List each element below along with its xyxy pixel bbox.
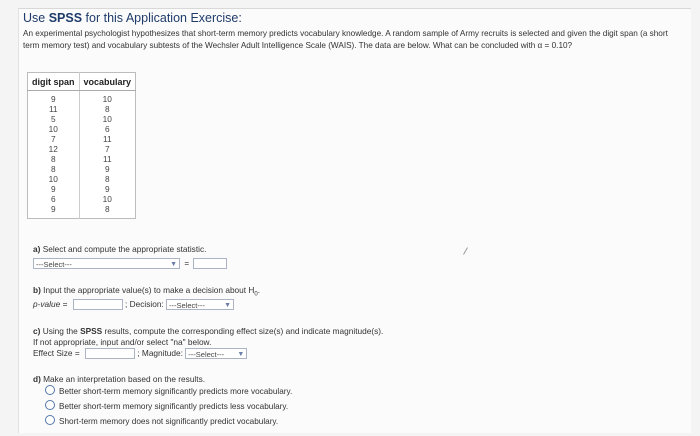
interpretation-option-2[interactable]: Better short-term memory significantly predicts less vocabulary.	[45, 400, 288, 411]
statistic-select[interactable]: ---Select--- ▼	[33, 258, 180, 269]
p-value-label: p-value =	[33, 299, 68, 309]
radio-button[interactable]	[45, 385, 55, 395]
vocabulary-cell: 6	[104, 124, 110, 134]
column-header-digit-span: digit span	[28, 73, 80, 91]
interpretation-option-3[interactable]: Short-term memory does not significantly predict vocabulary.	[45, 415, 278, 426]
question-a-controls: ---Select--- ▼ =	[33, 258, 227, 269]
digit-span-cell: 8	[28, 164, 80, 174]
vocabulary-cell: 8	[104, 104, 110, 114]
radio-button[interactable]	[45, 415, 55, 425]
effect-size-label: Effect Size =	[33, 348, 80, 358]
table-row	[28, 91, 136, 105]
decision-select[interactable]: ---Select--- ▼	[166, 299, 234, 310]
digit-span-cell: 7	[28, 134, 80, 144]
interpretation-option-1[interactable]: Better short-term memory significantly predicts more vocabulary.	[45, 385, 292, 396]
table-row	[28, 104, 136, 114]
vocabulary-cell: 11	[102, 154, 112, 164]
digit-span-cell: 12	[28, 144, 80, 154]
digit-span-cell: 9	[28, 91, 80, 105]
radio-button[interactable]	[45, 400, 55, 410]
digit-span-cell: 10	[28, 124, 80, 134]
column-header-vocabulary: vocabulary	[79, 73, 136, 91]
vocabulary-cell: 8	[104, 174, 110, 184]
exercise-panel	[18, 8, 691, 433]
digit-span-cell: 11	[28, 104, 80, 114]
question-c-note: If not appropriate, input and/or select "na" below.	[33, 337, 212, 347]
question-a: a) Select and compute the appropriate statistic.	[33, 244, 207, 254]
magnitude-select[interactable]: ---Select--- ▼	[185, 348, 247, 359]
data-table	[27, 72, 136, 219]
p-value-input[interactable]	[73, 299, 123, 310]
digit-span-cell: 10	[28, 174, 80, 184]
chevron-down-icon: ▼	[237, 351, 245, 359]
question-d: d) Make an interpretation based on the results.	[33, 374, 206, 384]
question-b-controls: p-value = ; Decision: ---Select--- ▼	[33, 299, 234, 310]
digit-span-cell: 9	[28, 184, 80, 194]
vocabulary-cell: 11	[102, 134, 112, 144]
table-row	[28, 154, 136, 164]
question-c: c) Using the SPSS results, compute the corresponding effect size(s) and indicate magnitude(s).	[33, 326, 384, 336]
digit-span-cell: 9	[28, 204, 80, 219]
table-row	[28, 174, 136, 184]
table-row	[28, 124, 136, 134]
table-row	[28, 184, 136, 194]
table-row	[28, 144, 136, 154]
vocabulary-cell: 10	[102, 114, 112, 124]
vocabulary-cell: 9	[104, 184, 110, 194]
vocabulary-cell: 10	[102, 194, 112, 204]
vocabulary-cell: 8	[104, 204, 110, 214]
vocabulary-cell: 7	[104, 144, 110, 154]
effect-size-input[interactable]	[85, 348, 135, 359]
exercise-intro: An experimental psychologist hypothesizes that short-term memory predicts vocabulary knowledge. A random sample of Army recruits is selected and given the digit span (a short term memory test) and vocabulary subtests of the Wechsler Adult Intelligence Scale (WAIS). The data are below. What can be concluded with α = 0.10?	[23, 29, 668, 50]
statistic-value-input[interactable]	[193, 258, 227, 269]
digit-span-cell: 6	[28, 194, 80, 204]
vocabulary-cell: 10	[102, 94, 112, 104]
table-row	[28, 164, 136, 174]
table-row	[28, 114, 136, 124]
table-row	[28, 194, 136, 204]
question-b: b) Input the appropriate value(s) to make a decision about $H_0$.	[33, 285, 261, 298]
mouse-cursor-mark	[463, 247, 468, 254]
vocabulary-cell: 9	[104, 164, 110, 174]
table-row	[28, 134, 136, 144]
chevron-down-icon: ▼	[170, 261, 177, 269]
digit-span-cell: 5	[28, 114, 80, 124]
digit-span-cell: 8	[28, 154, 80, 164]
table-row	[28, 204, 136, 219]
chevron-down-icon: ▼	[224, 302, 232, 310]
question-c-controls: Effect Size = ; Magnitude: ---Select--- ▼	[33, 348, 247, 359]
exercise-title: Use SPSS for this Application Exercise:	[23, 11, 242, 25]
